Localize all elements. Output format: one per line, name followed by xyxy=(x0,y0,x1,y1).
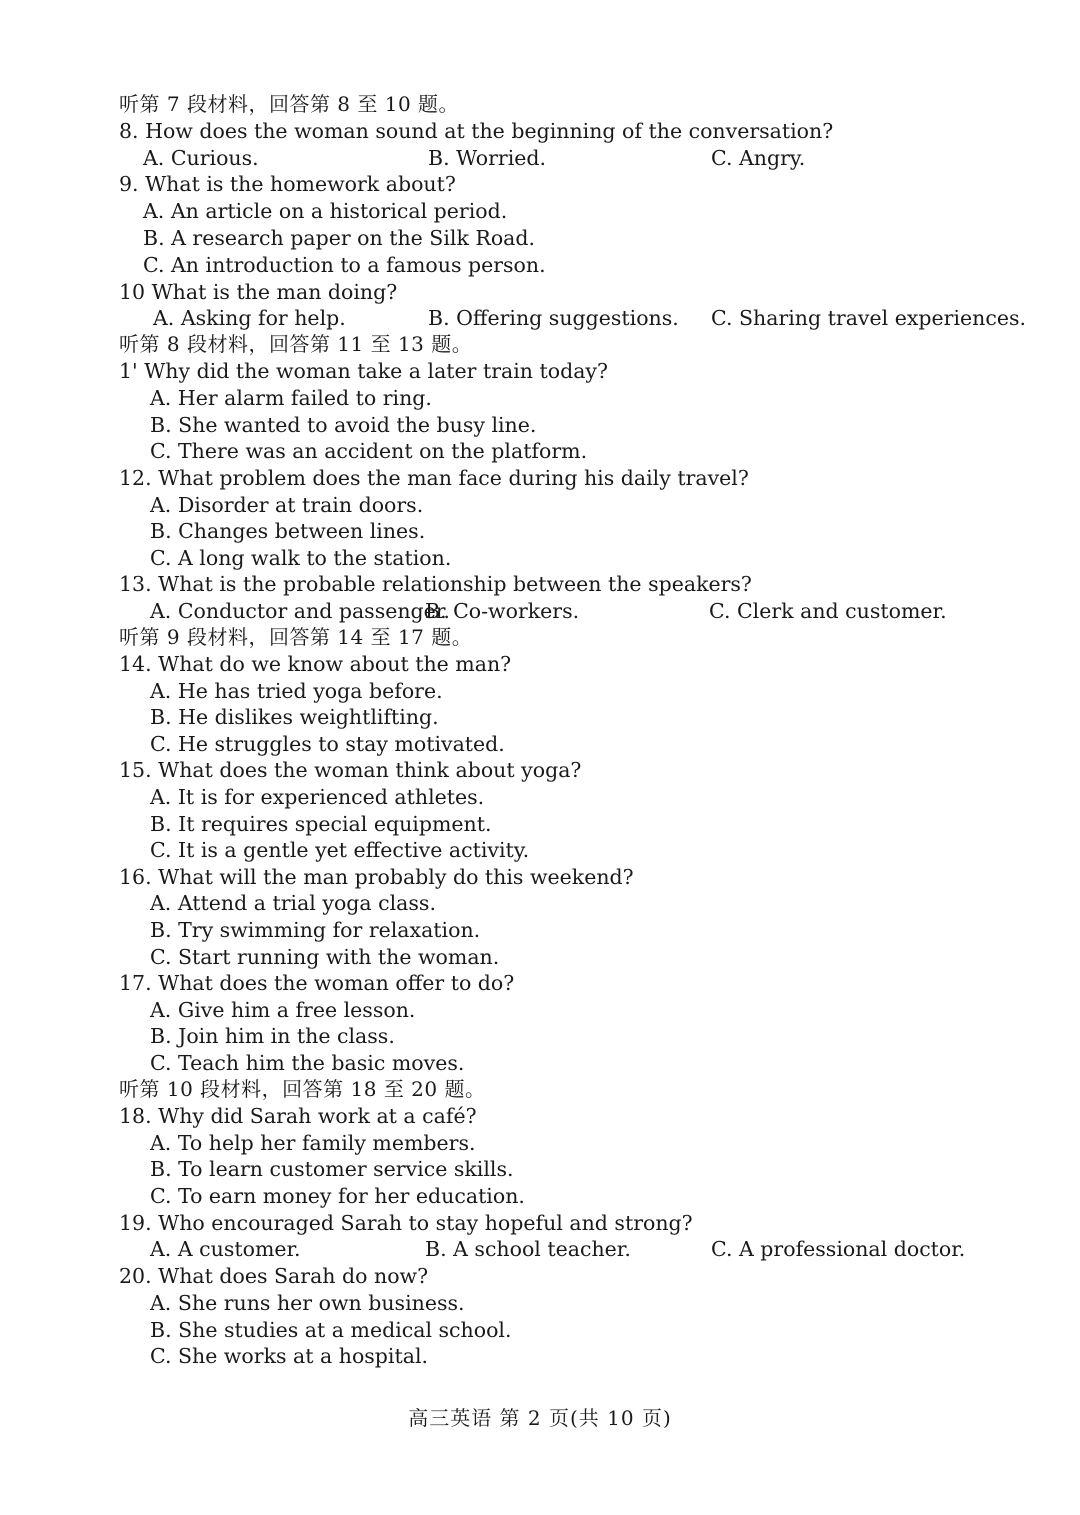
question-15-option-b: B. It requires special equipment. xyxy=(150,812,492,836)
question-10-option-c: C. Sharing travel experiences. xyxy=(711,306,1026,330)
question-18-stem: 18. Why did Sarah work at a café? xyxy=(119,1104,477,1128)
question-9-stem: 9. What is the homework about? xyxy=(119,172,456,196)
question-9-option-a: A. An article on a historical period. xyxy=(143,199,508,223)
question-10-stem: 10 What is the man doing? xyxy=(119,280,398,304)
question-17-option-a: A. Give him a free lesson. xyxy=(150,998,416,1022)
question-15-stem: 15. What does the woman think about yoga? xyxy=(119,758,582,782)
section-heading-9: 听第 9 段材料，回答第 14 至 17 题。 xyxy=(119,625,473,649)
section-heading-8: 听第 8 段材料，回答第 11 至 13 题。 xyxy=(119,332,473,356)
question-19-option-c: C. A professional doctor. xyxy=(711,1237,966,1261)
question-20-option-b: B. She studies at a medical school. xyxy=(150,1318,512,1342)
question-12-option-b: B. Changes between lines. xyxy=(150,519,426,543)
question-12-stem: 12. What problem does the man face during his daily travel? xyxy=(119,466,749,490)
question-13-option-a: A. Conductor and passenger. xyxy=(150,599,450,623)
question-18-option-c: C. To earn money for her education. xyxy=(150,1184,525,1208)
question-13-stem: 13. What is the probable relationship between the speakers? xyxy=(119,572,752,596)
section-heading-7: 听第 7 段材料，回答第 8 至 10 题。 xyxy=(119,92,460,116)
question-8-stem: 8. How does the woman sound at the beginning of the conversation? xyxy=(119,119,834,143)
question-20-option-a: A. She runs her own business. xyxy=(150,1291,465,1315)
question-19-option-b: B. A school teacher. xyxy=(425,1237,631,1261)
question-15-option-c: C. It is a gentle yet effective activity. xyxy=(150,838,530,862)
question-9-option-c: C. An introduction to a famous person. xyxy=(143,253,546,277)
section-heading-10: 听第 10 段材料，回答第 18 至 20 题。 xyxy=(119,1077,486,1101)
question-8-options xyxy=(0,145,1080,171)
question-16-option-c: C. Start running with the woman. xyxy=(150,945,500,969)
question-13-option-b: B. Co-workers. xyxy=(425,599,580,623)
question-20-option-c: C. She works at a hospital. xyxy=(150,1344,429,1368)
question-10-option-b: B. Offering suggestions. xyxy=(428,306,679,330)
question-20-stem: 20. What does Sarah do now? xyxy=(119,1264,429,1288)
question-10-option-a: A. Asking for help. xyxy=(153,306,346,330)
question-15-option-a: A. It is for experienced athletes. xyxy=(150,785,485,809)
page-footer: 高三英语 第 2 页(共 10 页) xyxy=(408,1406,672,1430)
question-11-stem: 1' Why did the woman take a later train today? xyxy=(119,359,609,383)
question-17-option-b: B. Join him in the class. xyxy=(150,1024,395,1048)
question-8-option-c: C. Angry. xyxy=(711,146,806,170)
question-11-option-c: C. There was an accident on the platform. xyxy=(150,439,588,463)
question-16-option-b: B. Try swimming for relaxation. xyxy=(150,918,481,942)
question-18-option-b: B. To learn customer service skills. xyxy=(150,1157,514,1181)
question-11-option-b: B. She wanted to avoid the busy line. xyxy=(150,413,537,437)
question-12-option-a: A. Disorder at train doors. xyxy=(150,493,424,517)
question-13-options xyxy=(0,598,1080,624)
question-9-option-b: B. A research paper on the Silk Road. xyxy=(143,226,536,250)
question-17-option-c: C. Teach him the basic moves. xyxy=(150,1051,465,1075)
question-16-option-a: A. Attend a trial yoga class. xyxy=(150,891,436,915)
question-14-option-b: B. He dislikes weightlifting. xyxy=(150,705,439,729)
question-19-option-a: A. A customer. xyxy=(150,1237,301,1261)
question-18-option-a: A. To help her family members. xyxy=(150,1131,476,1155)
question-13-option-c: C. Clerk and customer. xyxy=(709,599,947,623)
question-17-stem: 17. What does the woman offer to do? xyxy=(119,971,515,995)
question-14-option-a: A. He has tried yoga before. xyxy=(150,679,443,703)
question-14-option-c: C. He struggles to stay motivated. xyxy=(150,732,505,756)
question-16-stem: 16. What will the man probably do this weekend? xyxy=(119,865,634,889)
question-12-option-c: C. A long walk to the station. xyxy=(150,546,452,570)
question-11-option-a: A. Her alarm failed to ring. xyxy=(150,386,432,410)
question-8-option-b: B. Worried. xyxy=(428,146,547,170)
question-14-stem: 14. What do we know about the man? xyxy=(119,652,512,676)
question-19-options xyxy=(0,1236,1080,1262)
question-10-options xyxy=(0,305,1080,331)
question-19-stem: 19. Who encouraged Sarah to stay hopeful and strong? xyxy=(119,1211,693,1235)
question-8-option-a: A. Curious. xyxy=(143,146,259,170)
